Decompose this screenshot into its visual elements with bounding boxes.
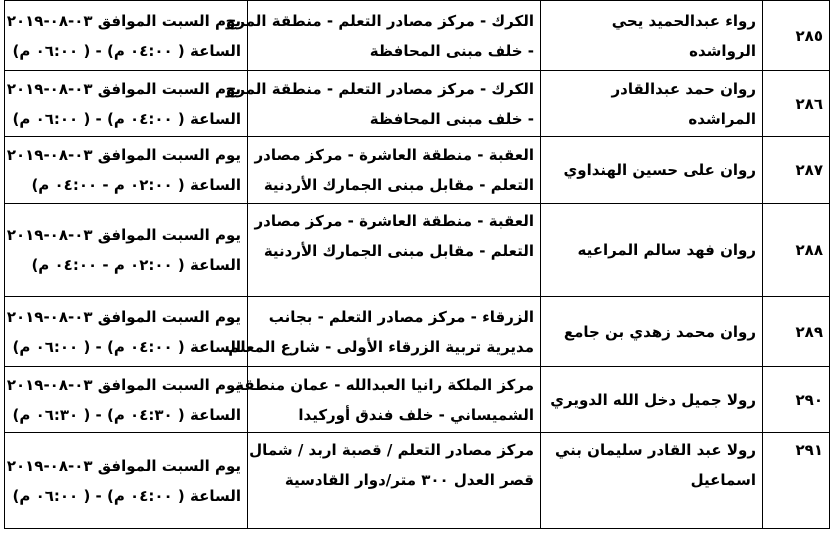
time-cell	[5, 297, 248, 367]
applicant-name: روان محمد زهدي بن جامع	[541, 297, 763, 367]
time-cell	[5, 71, 248, 137]
row-number: ٢٩١	[763, 433, 830, 529]
time-cell	[5, 433, 248, 529]
applicant-name: روان على حسين الهنداوي	[541, 137, 763, 204]
table-row	[5, 71, 830, 137]
location-cell	[235, 367, 541, 433]
location-cell	[248, 433, 541, 529]
location-line: - خلف مبنى المحافظة	[369, 41, 534, 60]
location-cell	[248, 137, 541, 204]
row-number: ٢٨٧	[763, 137, 830, 204]
location-cell	[248, 204, 541, 297]
location-line: مركز الملكة رانيا العبدالله - عمان منطقة	[235, 375, 534, 394]
location-cell	[228, 297, 541, 367]
time-cell	[5, 204, 248, 297]
hour-line: الساعة ( ٠٤:٠٠ م) - ( ٠٦:٠٠ م)	[12, 486, 241, 505]
location-line: الكرك - مركز مصادر التعلم - منطقة المرج	[225, 79, 534, 98]
table-row	[5, 367, 830, 433]
location-cell	[225, 71, 541, 137]
date-line: يوم السبت الموافق ٠٣-٠٨-٢٠١٩	[6, 307, 241, 326]
date-line: يوم السبت الموافق ٠٣-٠٨-٢٠١٩	[6, 226, 241, 244]
name-line: اسماعيل	[690, 471, 756, 489]
applicant-name: روان فهد سالم المراعيه	[541, 204, 763, 297]
location-line: الزرقاء - مركز مصادر التعلم - بجانب	[268, 307, 534, 326]
date-line: يوم السبت الموافق ٠٣-٠٨-٢٠١٩	[6, 456, 241, 475]
row-number: ٢٨٥	[763, 1, 830, 71]
location-line: العقبة - منطقة العاشرة - مركز مصادر	[254, 146, 534, 164]
time-cell	[5, 1, 248, 71]
row-number: ٢٩٠	[763, 367, 830, 433]
schedule-table	[4, 0, 830, 529]
name-line: رولا عبد القادر سليمان بني	[554, 441, 756, 459]
location-line: - خلف مبنى المحافظة	[369, 109, 534, 128]
row-number: ٢٨٩	[763, 297, 830, 367]
location-line: مركز مصادر التعلم / قصبة اربد / شمال	[249, 441, 534, 459]
date-line: يوم السبت الموافق ٠٣-٠٨-٢٠١٩	[6, 375, 241, 394]
hour-line: الساعة ( ٠٤:٠٠ م) - ( ٠٦:٠٠ م)	[12, 337, 241, 356]
table-row	[5, 1, 830, 71]
location-line: مديرية تربية الزرقاء الأولى - شارع المعلم	[228, 337, 534, 356]
location-line: الشميساني - خلف فندق أوركيدا	[298, 405, 534, 424]
hour-line: الساعة ( ٠٤:٠٠ م) - ( ٠٦:٠٠ م)	[12, 109, 241, 128]
table-row	[5, 204, 830, 297]
applicant-name	[541, 433, 763, 529]
date-line: يوم السبت الموافق ٠٣-٠٨-٢٠١٩	[6, 79, 241, 98]
date-line: يوم السبت الموافق ٠٣-٠٨-٢٠١٩	[6, 146, 241, 164]
applicant-name: رولا جميل دخل الله الدويري	[541, 367, 763, 433]
table-row	[5, 433, 830, 529]
applicant-name: رواء عبدالحميد يحي الرواشده	[541, 1, 763, 71]
row-number: ٢٨٦	[763, 71, 830, 137]
date-line: يوم السبت الموافق ٠٣-٠٨-٢٠١٩	[6, 11, 241, 30]
hour-line: الساعة ( ٠٢:٠٠ م - ٠٤:٠٠ م)	[31, 176, 241, 194]
location-cell	[225, 1, 541, 71]
location-line: الكرك - مركز مصادر التعلم - منطقة المرج	[225, 11, 534, 30]
table-row	[5, 297, 830, 367]
hour-line: الساعة ( ٠٢:٠٠ م - ٠٤:٠٠ م)	[31, 256, 241, 274]
location-line: التعلم - مقابل مبنى الجمارك الأردنية	[263, 176, 534, 194]
hour-line: الساعة ( ٠٤:٠٠ م) - ( ٠٦:٠٠ م)	[12, 41, 241, 60]
location-line: التعلم - مقابل مبنى الجمارك الأردنية	[263, 242, 534, 260]
location-line: قصر العدل ٣٠٠ متر/دوار القادسية	[284, 471, 534, 489]
time-cell	[5, 367, 248, 433]
location-line: العقبة - منطقة العاشرة - مركز مصادر	[254, 212, 534, 230]
applicant-name: روان حمد عبدالقادر المراشده	[541, 71, 763, 137]
hour-line: الساعة ( ٠٤:٣٠ م) - ( ٠٦:٣٠ م)	[12, 405, 241, 424]
row-number: ٢٨٨	[763, 204, 830, 297]
time-cell	[5, 137, 248, 204]
table-row	[5, 137, 830, 204]
